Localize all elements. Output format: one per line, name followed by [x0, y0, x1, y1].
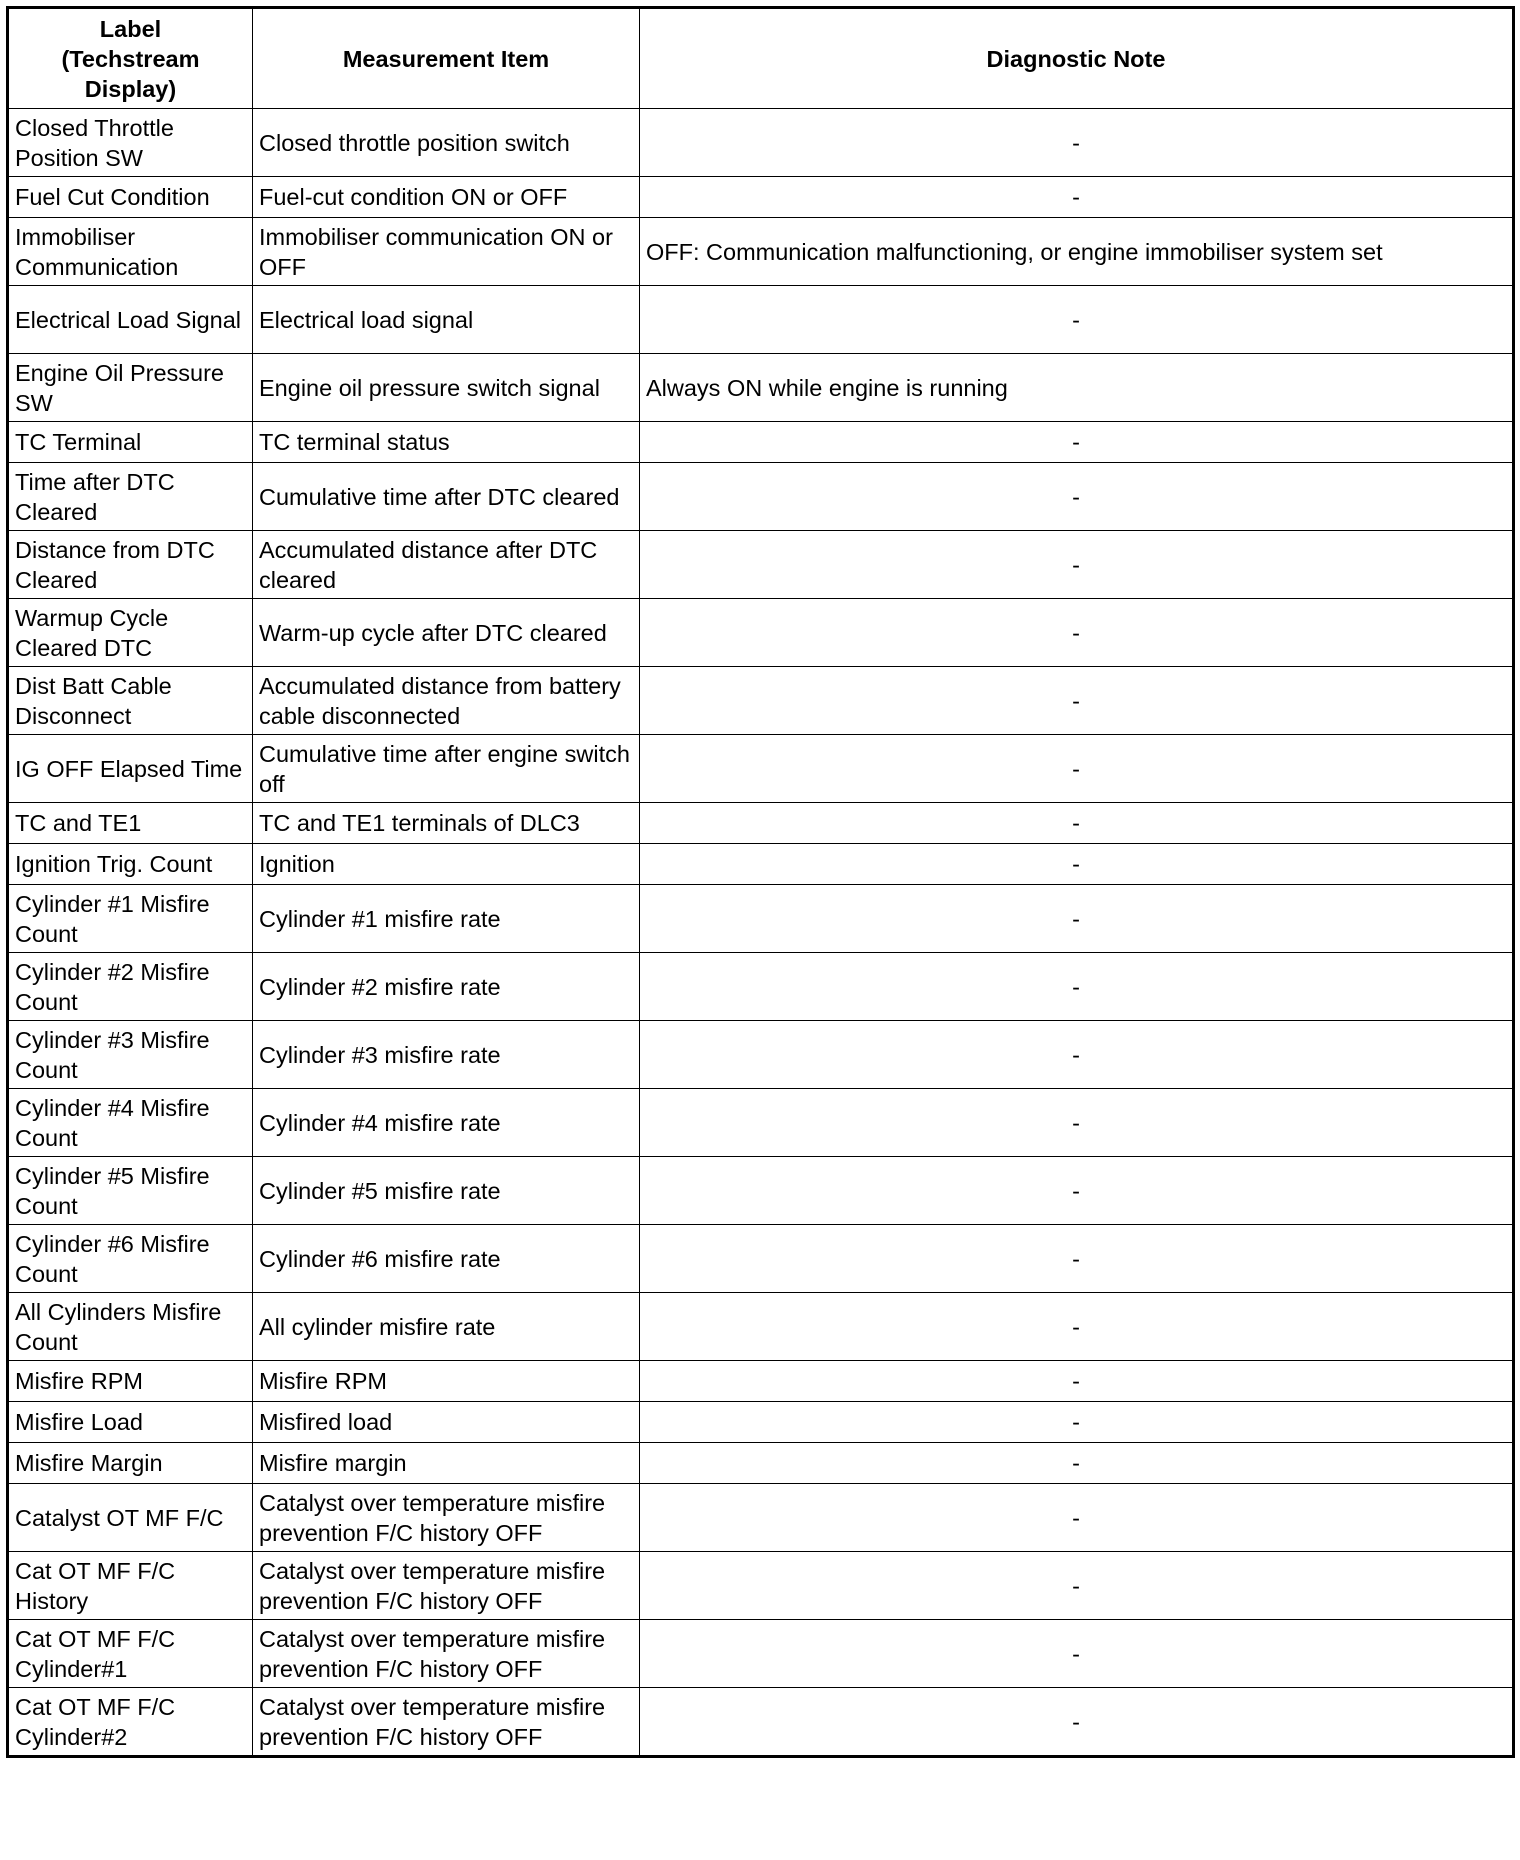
table-row	[8, 667, 1514, 735]
cell-note: -	[640, 177, 1514, 218]
cell-measurement: Cumulative time after DTC cleared	[253, 463, 640, 531]
cell-measurement: Fuel-cut condition ON or OFF	[253, 177, 640, 218]
cell-label: IG OFF Elapsed Time	[8, 735, 253, 803]
cell-label: Immobiliser Communication	[8, 218, 253, 286]
cell-measurement: Cylinder #5 misfire rate	[253, 1157, 640, 1225]
header-label	[8, 8, 253, 109]
cell-note: -	[640, 531, 1514, 599]
cell-note: -	[640, 1361, 1514, 1402]
table-row	[8, 803, 1514, 844]
cell-measurement: TC and TE1 terminals of DLC3	[253, 803, 640, 844]
cell-label: Fuel Cut Condition	[8, 177, 253, 218]
cell-label: All Cylinders Misfire Count	[8, 1293, 253, 1361]
table-row	[8, 1225, 1514, 1293]
table-row	[8, 885, 1514, 953]
cell-measurement: Cylinder #2 misfire rate	[253, 953, 640, 1021]
cell-label: Cat OT MF F/C History	[8, 1552, 253, 1620]
cell-measurement: Immobiliser communication ON or OFF	[253, 218, 640, 286]
cell-label: Misfire Margin	[8, 1443, 253, 1484]
cell-measurement: Cumulative time after engine switch off	[253, 735, 640, 803]
header-row	[8, 8, 1514, 109]
cell-note: -	[640, 1089, 1514, 1157]
cell-note: -	[640, 286, 1514, 354]
table-row	[8, 1484, 1514, 1552]
table-row	[8, 1443, 1514, 1484]
cell-label: Misfire Load	[8, 1402, 253, 1443]
table-row	[8, 599, 1514, 667]
cell-label: Distance from DTC Cleared	[8, 531, 253, 599]
cell-measurement: Accumulated distance after DTC cleared	[253, 531, 640, 599]
cell-label: Warmup Cycle Cleared DTC	[8, 599, 253, 667]
cell-note: -	[640, 1021, 1514, 1089]
table-row	[8, 1552, 1514, 1620]
cell-label: Cylinder #4 Misfire Count	[8, 1089, 253, 1157]
cell-label: Time after DTC Cleared	[8, 463, 253, 531]
table-row	[8, 218, 1514, 286]
cell-label: Closed Throttle Position SW	[8, 109, 253, 177]
cell-measurement: Cylinder #4 misfire rate	[253, 1089, 640, 1157]
cell-note: -	[640, 1620, 1514, 1688]
cell-note: -	[640, 1402, 1514, 1443]
cell-measurement: All cylinder misfire rate	[253, 1293, 640, 1361]
cell-note: -	[640, 599, 1514, 667]
table-row	[8, 953, 1514, 1021]
cell-label: Cylinder #5 Misfire Count	[8, 1157, 253, 1225]
cell-note: -	[640, 844, 1514, 885]
table-row	[8, 1089, 1514, 1157]
cell-measurement: Ignition	[253, 844, 640, 885]
cell-measurement: Closed throttle position switch	[253, 109, 640, 177]
cell-measurement: Misfire margin	[253, 1443, 640, 1484]
cell-measurement: Warm-up cycle after DTC cleared	[253, 599, 640, 667]
cell-label: Ignition Trig. Count	[8, 844, 253, 885]
cell-label: Cat OT MF F/C Cylinder#2	[8, 1688, 253, 1757]
cell-label: TC and TE1	[8, 803, 253, 844]
cell-note: -	[640, 1484, 1514, 1552]
table-row	[8, 1293, 1514, 1361]
cell-measurement: Catalyst over temperature misfire prevention F/C history OFF	[253, 1484, 640, 1552]
header-label-line2: (Techstream	[61, 45, 200, 72]
cell-label: Misfire RPM	[8, 1361, 253, 1402]
header-label-line3: Display)	[84, 75, 177, 102]
table-row	[8, 463, 1514, 531]
cell-note: -	[640, 953, 1514, 1021]
cell-label: TC Terminal	[8, 422, 253, 463]
table-row	[8, 1157, 1514, 1225]
table-row	[8, 1021, 1514, 1089]
cell-label: Cylinder #1 Misfire Count	[8, 885, 253, 953]
cell-note: -	[640, 422, 1514, 463]
cell-label: Cylinder #6 Misfire Count	[8, 1225, 253, 1293]
cell-measurement: Catalyst over temperature misfire prevention F/C history OFF	[253, 1688, 640, 1757]
header-measurement: Measurement Item	[253, 8, 640, 109]
cell-note: -	[640, 1552, 1514, 1620]
table-row	[8, 109, 1514, 177]
cell-note: -	[640, 1293, 1514, 1361]
cell-measurement: Misfired load	[253, 1402, 640, 1443]
cell-note: -	[640, 885, 1514, 953]
table-row	[8, 286, 1514, 354]
cell-note: -	[640, 1225, 1514, 1293]
cell-note: -	[640, 667, 1514, 735]
cell-label: Engine Oil Pressure SW	[8, 354, 253, 422]
table-row	[8, 735, 1514, 803]
cell-label: Electrical Load Signal	[8, 286, 253, 354]
cell-measurement: Accumulated distance from battery cable disconnected	[253, 667, 640, 735]
table-row	[8, 844, 1514, 885]
table-row	[8, 354, 1514, 422]
table-row	[8, 531, 1514, 599]
cell-label: Cylinder #2 Misfire Count	[8, 953, 253, 1021]
cell-measurement: Electrical load signal	[253, 286, 640, 354]
table-row	[8, 1688, 1514, 1757]
header-note: Diagnostic Note	[640, 8, 1514, 109]
cell-measurement: Engine oil pressure switch signal	[253, 354, 640, 422]
cell-measurement: Cylinder #6 misfire rate	[253, 1225, 640, 1293]
cell-measurement: Catalyst over temperature misfire prevention F/C history OFF	[253, 1620, 640, 1688]
cell-measurement: Catalyst over temperature misfire prevention F/C history OFF	[253, 1552, 640, 1620]
cell-measurement: Cylinder #1 misfire rate	[253, 885, 640, 953]
cell-note: OFF: Communication malfunctioning, or engine immobiliser system set	[640, 218, 1514, 286]
cell-note: -	[640, 803, 1514, 844]
cell-note: Always ON while engine is running	[640, 354, 1514, 422]
cell-note: -	[640, 1443, 1514, 1484]
table-row	[8, 1620, 1514, 1688]
header-label-line1: Label	[99, 15, 162, 42]
cell-label: Catalyst OT MF F/C	[8, 1484, 253, 1552]
cell-note: -	[640, 1688, 1514, 1757]
cell-label: Cat OT MF F/C Cylinder#1	[8, 1620, 253, 1688]
cell-label: Dist Batt Cable Disconnect	[8, 667, 253, 735]
cell-measurement: Misfire RPM	[253, 1361, 640, 1402]
table-row	[8, 177, 1514, 218]
cell-note: -	[640, 109, 1514, 177]
table-row	[8, 1402, 1514, 1443]
cell-label: Cylinder #3 Misfire Count	[8, 1021, 253, 1089]
table-row	[8, 422, 1514, 463]
cell-note: -	[640, 1157, 1514, 1225]
cell-measurement: TC terminal status	[253, 422, 640, 463]
data-monitor-table	[6, 6, 1515, 1758]
cell-measurement: Cylinder #3 misfire rate	[253, 1021, 640, 1089]
cell-note: -	[640, 735, 1514, 803]
table-row	[8, 1361, 1514, 1402]
cell-note: -	[640, 463, 1514, 531]
